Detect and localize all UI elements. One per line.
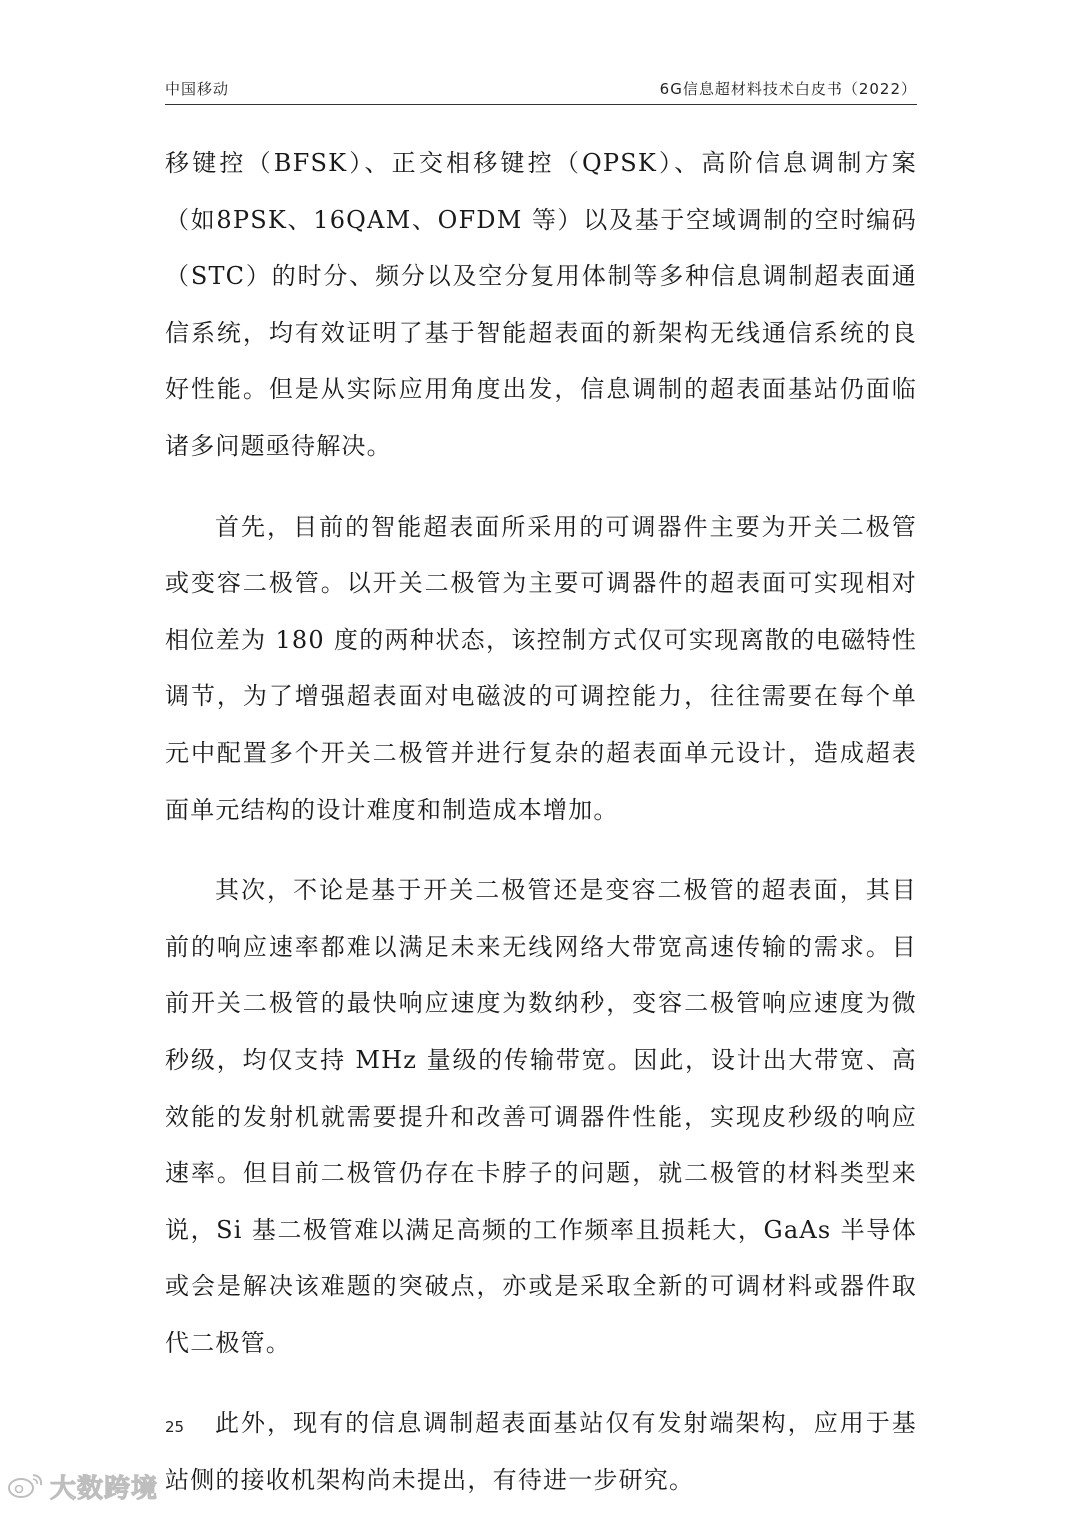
page-header (165, 76, 917, 105)
page-number: 25 (165, 1418, 185, 1436)
header-organization: 中国移动 (165, 80, 230, 98)
paragraph-second-issue: 其次，不论是基于开关二极管还是变容二极管的超表面，其目前的响应速率都难以满足未来无线网络大带宽高速传输的需求。目前开关二极管的最快响应速度为数纳秒，变容二极管响应速度为微秒级，均仅支持 MHz 量级的传输带宽。因此，设计出大带宽、高效能的发射机就需要提升和改善可调器件性能，实现皮秒级的响应速率。但目前二极管仍存在卡脖子的问题，就二极管的材料类型来说，Si 基二极管难以满足高频的工作频率且损耗大，GaAs 半导体或会是解决该难题的突破点，亦或是采取全新的可调材料或器件取代二极管。 (165, 876, 917, 1357)
paragraph-first-issue: 首先，目前的智能超表面所采用的可调器件主要为开关二极管或变容二极管。以开关二极管为主要可调器件的超表面可实现相对相位差为 180 度的两种状态，该控制方式仅可实现离散的电磁特性调节，为了增强超表面对电磁波的可调控能力，往往需要在每个单元中配置多个开关二极管并进行复杂的超表面单元设计，造成超表面单元结构的设计难度和制造成本增加。 (165, 512, 917, 824)
paragraph-continuation: 移键控（BFSK）、正交相移键控（QPSK）、高阶信息调制方案（如8PSK、16QAM、OFDM 等）以及基于空域调制的空时编码（STC）的时分、频分以及空分复用体制等多种信息调制超表面通信系统，均有效证明了基于智能超表面的新架构无线通信系统的良好性能。但是从实际应用角度出发，信息调制的超表面基站仍面临诸多问题亟待解决。 (165, 149, 917, 460)
watermark-text: 大数跨境 (50, 1474, 159, 1504)
paragraph-additional-issue: 此外，现有的信息调制超表面基站仅有发射端架构，应用于基站侧的接收机架构尚未提出，有待进一步研究。 (165, 1409, 917, 1495)
header-document-title: 6G信息超材料技术白皮书（2022） (659, 80, 917, 98)
watermark (6, 1468, 158, 1505)
weibo-logo-icon (6, 1470, 46, 1504)
body-text (165, 135, 917, 1509)
